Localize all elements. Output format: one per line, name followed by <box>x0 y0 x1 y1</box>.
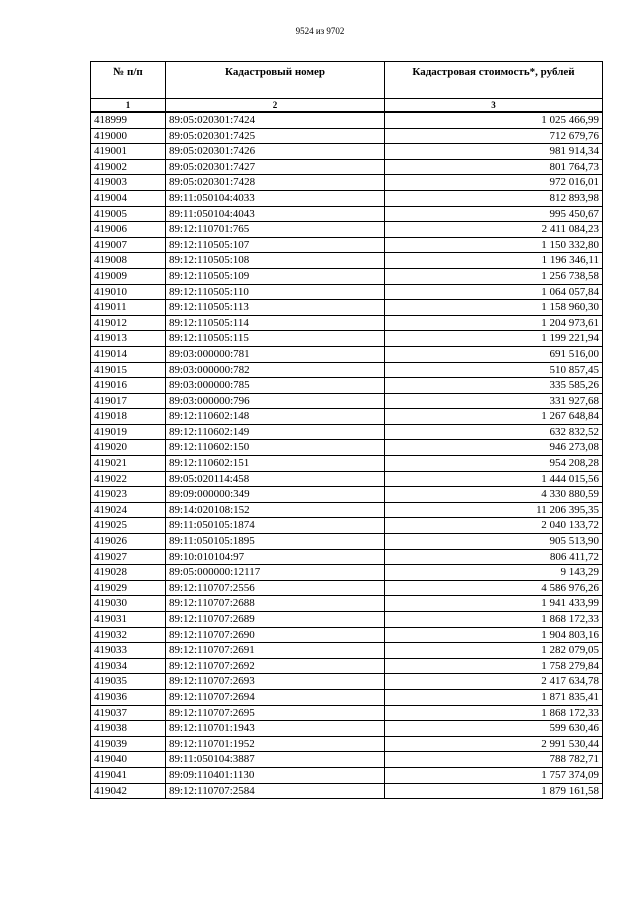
cadastral-number: 89:12:110602:149 <box>166 424 385 440</box>
table-row <box>91 268 603 284</box>
header-index: № п/п <box>91 62 166 99</box>
cadastral-number: 89:12:110505:110 <box>166 284 385 300</box>
cadastral-number: 89:12:110707:2691 <box>166 643 385 659</box>
cadastral-number: 89:12:110505:113 <box>166 300 385 316</box>
row-index: 419026 <box>91 534 166 550</box>
cadastral-value: 1 868 172,33 <box>385 705 603 721</box>
cadastral-number: 89:12:110707:2694 <box>166 689 385 705</box>
table-row <box>91 253 603 269</box>
row-index: 419040 <box>91 752 166 768</box>
cadastral-value: 691 516,00 <box>385 346 603 362</box>
table-row <box>91 440 603 456</box>
cadastral-number: 89:12:110701:765 <box>166 222 385 238</box>
table-row <box>91 612 603 628</box>
row-index: 419029 <box>91 580 166 596</box>
page-header: 9524 из 9702 <box>295 26 345 36</box>
cadastral-value: 1 282 079,05 <box>385 643 603 659</box>
cadastral-number: 89:12:110505:107 <box>166 237 385 253</box>
row-index: 419006 <box>91 222 166 238</box>
table-row <box>91 518 603 534</box>
table-row <box>91 502 603 518</box>
cadastral-value: 4 586 976,26 <box>385 580 603 596</box>
header-cadastral-number: Кадастровый номер <box>166 62 385 99</box>
cadastral-value: 331 927,68 <box>385 393 603 409</box>
cadastral-value: 599 630,46 <box>385 721 603 737</box>
table-row <box>91 534 603 550</box>
cadastral-value: 1 204 973,61 <box>385 315 603 331</box>
row-index: 419010 <box>91 284 166 300</box>
table-row <box>91 424 603 440</box>
row-index: 419016 <box>91 378 166 394</box>
table-row <box>91 362 603 378</box>
row-index: 419015 <box>91 362 166 378</box>
cadastral-value: 2 991 530,44 <box>385 736 603 752</box>
cadastral-number: 89:11:050104:3887 <box>166 752 385 768</box>
cadastral-value: 1 267 648,84 <box>385 409 603 425</box>
cadastral-number: 89:03:000000:796 <box>166 393 385 409</box>
table-row <box>91 643 603 659</box>
cadastral-number: 89:12:110701:1952 <box>166 736 385 752</box>
table-row <box>91 206 603 222</box>
cadastral-value: 1 196 346,11 <box>385 253 603 269</box>
row-index: 419022 <box>91 471 166 487</box>
cadastral-value: 972 016,01 <box>385 175 603 191</box>
cadastral-value: 1 158 960,30 <box>385 300 603 316</box>
row-index: 419003 <box>91 175 166 191</box>
table-row <box>91 596 603 612</box>
row-index: 419020 <box>91 440 166 456</box>
cadastral-number: 89:12:110505:115 <box>166 331 385 347</box>
table-body <box>91 112 603 799</box>
cadastral-value: 1 064 057,84 <box>385 284 603 300</box>
table-row <box>91 565 603 581</box>
cadastral-value: 1 757 374,09 <box>385 767 603 783</box>
row-index: 419011 <box>91 300 166 316</box>
cadastral-value: 1 758 279,84 <box>385 658 603 674</box>
cadastral-number: 89:05:020301:7425 <box>166 128 385 144</box>
cadastral-value: 632 832,52 <box>385 424 603 440</box>
cadastral-number: 89:05:000000:12117 <box>166 565 385 581</box>
cadastral-value: 2 411 084,23 <box>385 222 603 238</box>
table-row <box>91 487 603 503</box>
cadastral-value: 335 585,26 <box>385 378 603 394</box>
row-index: 419042 <box>91 783 166 799</box>
cadastral-value: 2 417 634,78 <box>385 674 603 690</box>
cadastral-value: 995 450,67 <box>385 206 603 222</box>
row-index: 419030 <box>91 596 166 612</box>
cadastral-number: 89:14:020108:152 <box>166 502 385 518</box>
cadastral-value: 1 941 433,99 <box>385 596 603 612</box>
cadastral-number: 89:05:020301:7428 <box>166 175 385 191</box>
cadastral-value: 712 679,76 <box>385 128 603 144</box>
row-index: 419021 <box>91 456 166 472</box>
cadastral-value: 812 893,98 <box>385 190 603 206</box>
table-row <box>91 128 603 144</box>
row-index: 419041 <box>91 767 166 783</box>
cadastral-value: 954 208,28 <box>385 456 603 472</box>
cadastral-value: 1 256 738,58 <box>385 268 603 284</box>
table-row <box>91 689 603 705</box>
cadastral-value: 1 150 332,80 <box>385 237 603 253</box>
cadastral-number: 89:09:110401:1130 <box>166 767 385 783</box>
table-row <box>91 736 603 752</box>
cadastral-value: 1 904 803,16 <box>385 627 603 643</box>
table-row <box>91 346 603 362</box>
cadastral-number: 89:03:000000:782 <box>166 362 385 378</box>
cadastral-number: 89:05:020301:7427 <box>166 159 385 175</box>
header-row <box>91 62 603 99</box>
table-row <box>91 144 603 160</box>
table-row <box>91 767 603 783</box>
cadastral-number: 89:12:110707:2695 <box>166 705 385 721</box>
row-index: 419027 <box>91 549 166 565</box>
table-row <box>91 159 603 175</box>
cadastral-value: 2 040 133,72 <box>385 518 603 534</box>
table-row <box>91 752 603 768</box>
row-index: 419037 <box>91 705 166 721</box>
table-row <box>91 331 603 347</box>
table-row <box>91 783 603 799</box>
cadastral-number: 89:11:050105:1895 <box>166 534 385 550</box>
cadastral-number: 89:05:020301:7424 <box>166 112 385 128</box>
cadastral-number: 89:11:050104:4033 <box>166 190 385 206</box>
row-index: 419000 <box>91 128 166 144</box>
row-index: 419017 <box>91 393 166 409</box>
cadastral-value: 946 273,08 <box>385 440 603 456</box>
header-cadastral-value: Кадастровая стоимость*, рублей <box>385 62 603 99</box>
cadastral-number: 89:12:110707:2692 <box>166 658 385 674</box>
cadastral-number: 89:12:110602:148 <box>166 409 385 425</box>
cadastral-number: 89:12:110505:114 <box>166 315 385 331</box>
row-index: 419004 <box>91 190 166 206</box>
table-row <box>91 658 603 674</box>
cadastral-number: 89:12:110707:2584 <box>166 783 385 799</box>
cadastral-table <box>90 61 603 799</box>
cadastral-value: 1 025 466,99 <box>385 112 603 128</box>
cadastral-number: 89:12:110602:151 <box>166 456 385 472</box>
cadastral-value: 1 871 835,41 <box>385 689 603 705</box>
cadastral-value: 788 782,71 <box>385 752 603 768</box>
table-row <box>91 112 603 128</box>
table-row <box>91 549 603 565</box>
table-row <box>91 393 603 409</box>
row-index: 419036 <box>91 689 166 705</box>
cadastral-value: 11 206 395,35 <box>385 502 603 518</box>
row-index: 419035 <box>91 674 166 690</box>
row-index: 419032 <box>91 627 166 643</box>
row-index: 419028 <box>91 565 166 581</box>
cadastral-number: 89:05:020301:7426 <box>166 144 385 160</box>
cadastral-number: 89:12:110707:2688 <box>166 596 385 612</box>
cadastral-value: 801 764,73 <box>385 159 603 175</box>
cadastral-number: 89:12:110505:108 <box>166 253 385 269</box>
cadastral-number: 89:12:110707:2690 <box>166 627 385 643</box>
cadastral-number: 89:11:050105:1874 <box>166 518 385 534</box>
table-row <box>91 674 603 690</box>
table-row <box>91 456 603 472</box>
cadastral-number: 89:12:110602:150 <box>166 440 385 456</box>
row-index: 419002 <box>91 159 166 175</box>
table-row <box>91 627 603 643</box>
cadastral-number: 89:12:110707:2693 <box>166 674 385 690</box>
cadastral-number: 89:10:010104:97 <box>166 549 385 565</box>
cadastral-number: 89:09:000000:349 <box>166 487 385 503</box>
row-index: 419019 <box>91 424 166 440</box>
row-index: 419038 <box>91 721 166 737</box>
column-number-row <box>91 99 603 113</box>
row-index: 419033 <box>91 643 166 659</box>
cadastral-value: 1 868 172,33 <box>385 612 603 628</box>
row-index: 418999 <box>91 112 166 128</box>
cadastral-value: 1 199 221,94 <box>385 331 603 347</box>
table-row <box>91 284 603 300</box>
table-row <box>91 315 603 331</box>
cadastral-value: 510 857,45 <box>385 362 603 378</box>
row-index: 419007 <box>91 237 166 253</box>
row-index: 419005 <box>91 206 166 222</box>
cadastral-number: 89:03:000000:785 <box>166 378 385 394</box>
table-row <box>91 190 603 206</box>
row-index: 419009 <box>91 268 166 284</box>
table-row <box>91 705 603 721</box>
cadastral-value: 1 879 161,58 <box>385 783 603 799</box>
cadastral-value: 1 444 015,56 <box>385 471 603 487</box>
table-row <box>91 471 603 487</box>
cadastral-value: 905 513,90 <box>385 534 603 550</box>
row-index: 419031 <box>91 612 166 628</box>
cadastral-value: 981 914,34 <box>385 144 603 160</box>
row-index: 419012 <box>91 315 166 331</box>
table-row <box>91 222 603 238</box>
row-index: 419001 <box>91 144 166 160</box>
row-index: 419024 <box>91 502 166 518</box>
row-index: 419023 <box>91 487 166 503</box>
cadastral-number: 89:05:020114:458 <box>166 471 385 487</box>
cadastral-number: 89:12:110707:2556 <box>166 580 385 596</box>
cadastral-value: 4 330 880,59 <box>385 487 603 503</box>
column-number: 1 <box>91 99 166 113</box>
table-row <box>91 409 603 425</box>
row-index: 419018 <box>91 409 166 425</box>
table-row <box>91 378 603 394</box>
row-index: 419025 <box>91 518 166 534</box>
row-index: 419008 <box>91 253 166 269</box>
row-index: 419039 <box>91 736 166 752</box>
cadastral-value: 9 143,29 <box>385 565 603 581</box>
cadastral-number: 89:11:050104:4043 <box>166 206 385 222</box>
cadastral-number: 89:12:110701:1943 <box>166 721 385 737</box>
table-row <box>91 237 603 253</box>
table-row <box>91 300 603 316</box>
table-row <box>91 721 603 737</box>
column-number: 3 <box>385 99 603 113</box>
column-number: 2 <box>166 99 385 113</box>
cadastral-number: 89:12:110707:2689 <box>166 612 385 628</box>
table-row <box>91 175 603 191</box>
table-row <box>91 580 603 596</box>
row-index: 419014 <box>91 346 166 362</box>
cadastral-number: 89:12:110505:109 <box>166 268 385 284</box>
cadastral-value: 806 411,72 <box>385 549 603 565</box>
row-index: 419013 <box>91 331 166 347</box>
cadastral-number: 89:03:000000:781 <box>166 346 385 362</box>
row-index: 419034 <box>91 658 166 674</box>
